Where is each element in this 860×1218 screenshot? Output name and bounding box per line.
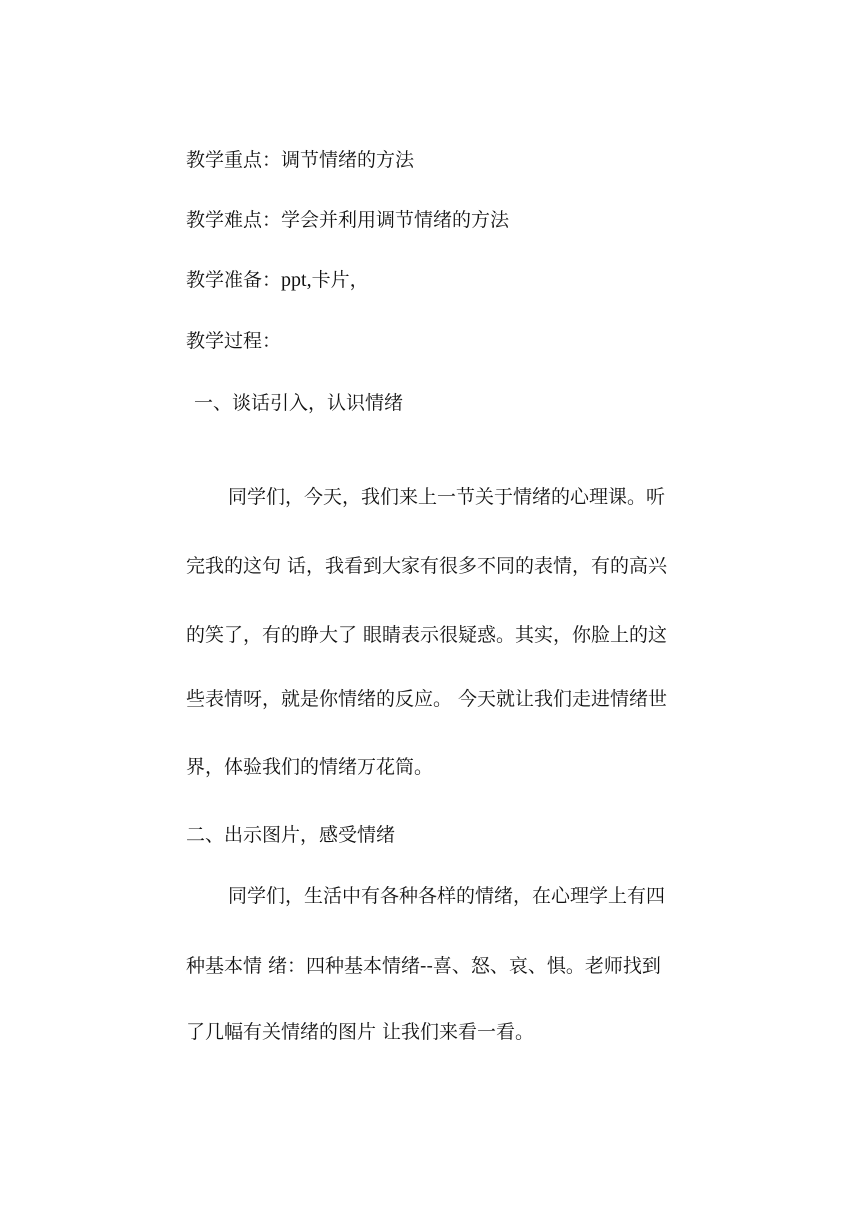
section-1-line-3: 的笑了，有的睁大了 眼睛表示很疑惑。其实，你脸上的这 bbox=[186, 624, 668, 646]
preparation-latin: ppt, bbox=[281, 269, 312, 291]
section-2-heading: 二、出示图片，感受情绪 bbox=[186, 824, 396, 846]
section-1-line-4: 些表情呀，就是你情绪的反应。 今天就让我们走进情绪世 bbox=[186, 688, 668, 710]
teaching-process-label: 教学过程： bbox=[186, 330, 282, 352]
preparation-label: 教学准备： bbox=[186, 269, 282, 291]
section-2-line-1: 同学们，生活中有各种各样的情绪，在心理学上有四 bbox=[228, 885, 666, 907]
section-2-line-3: 了几幅有关情绪的图片 让我们来看一看。 bbox=[186, 1021, 535, 1043]
teaching-focus: 教学重点：调节情绪的方法 bbox=[186, 149, 415, 171]
teaching-difficulty: 教学难点：学会并利用调节情绪的方法 bbox=[186, 209, 510, 231]
section-1-line-1: 同学们，今天，我们来上一节关于情绪的心理课。听 bbox=[228, 486, 666, 508]
preparation-rest: 卡片， bbox=[311, 269, 369, 291]
section-1-line-5: 界，体验我们的情绪万花筒。 bbox=[186, 756, 434, 778]
section-1-line-2: 完我的这句 话，我看到大家有很多不同的表情，有的高兴 bbox=[186, 555, 668, 577]
section-2-line-2: 种基本情 绪：四种基本情绪--喜、怒、哀、惧。老师找到 bbox=[186, 955, 661, 977]
section-1-heading: 一、谈话引入，认识情绪 bbox=[194, 392, 404, 414]
teaching-preparation bbox=[186, 268, 369, 292]
